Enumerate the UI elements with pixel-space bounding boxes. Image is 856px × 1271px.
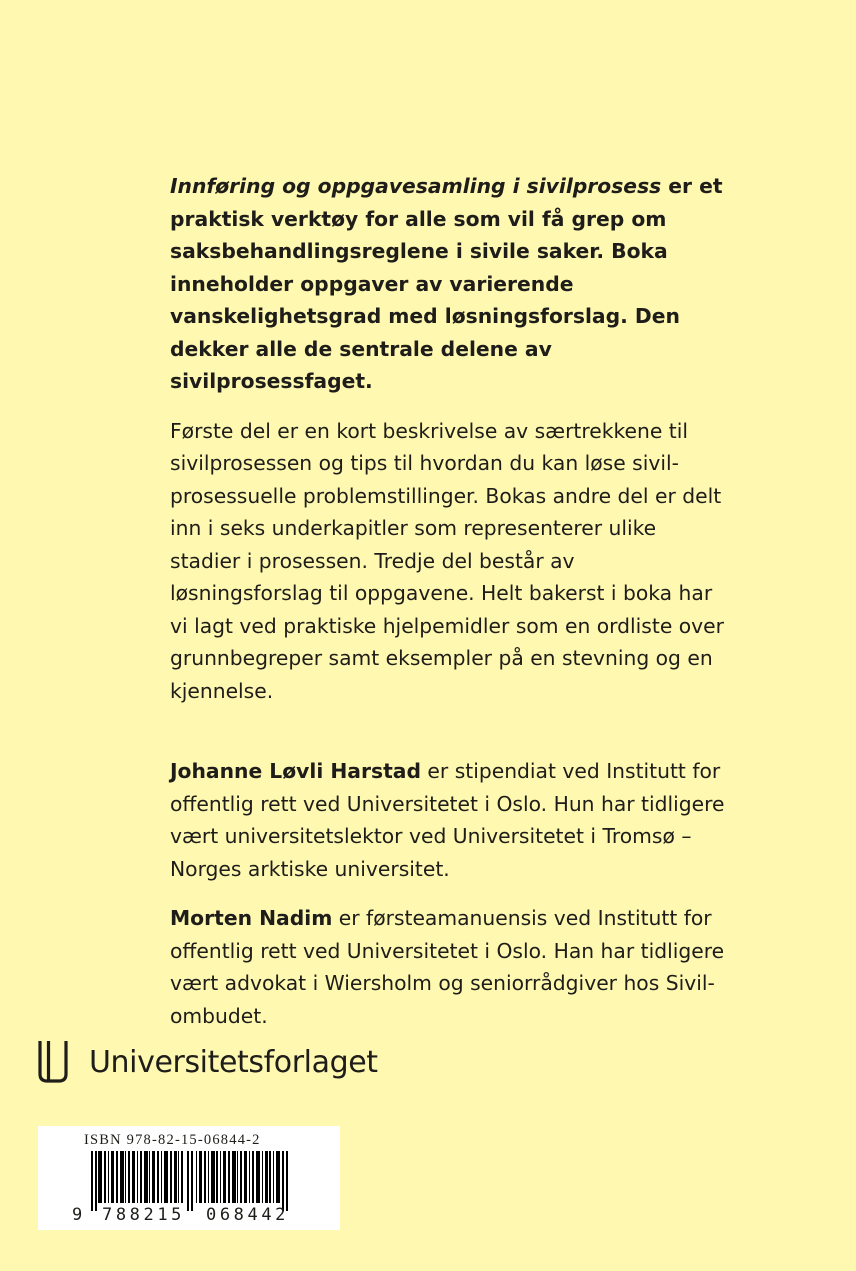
author-name: Morten Nadim — [170, 906, 333, 930]
book-title: Innføring og oppgavesamling i sivilprosess — [170, 174, 662, 198]
description-paragraph: Første del er en kort beskrivelse av særtrekkene til sivilprosessen og tips til hvordan du kan løse sivilprosessuelle problemstillinger. Bokas andre del er delt inn i seks underkapitler som representerer ulike stadier i prosessen. Tredje del består av løsningsforslag til oppgavene. Helt bakerst i boka har vi lagt ved praktiske hjelpemidler som en ordliste over grunnbegreper samt eksempler på en stevning og en kjennelse. — [170, 418, 724, 703]
publisher-name: Universitetsforlaget — [89, 1044, 378, 1080]
intro-text: er et praktisk verktøy for alle som vil få grep om saksbehandlingsreglene i sivile saker. Boka inneholder oppgaver av varierende vanskelighetsgrad med løsningsforslag. Den dekker alle de sentrale delene av sivilprosessfaget. — [170, 174, 723, 393]
barcode-digits-left: 788215 — [102, 1205, 186, 1225]
barcode-bars — [38, 1126, 340, 1230]
barcode-digit-first: 9 — [72, 1205, 83, 1225]
intro-paragraph — [170, 170, 730, 398]
publisher — [38, 1041, 378, 1083]
back-cover-text — [170, 170, 730, 1032]
barcode-digits-right: 068442 — [206, 1205, 290, 1225]
author-bio-text: er førsteamanuensis ved Institutt for offentlig rett ved Universitetet i Oslo. Han har tidligere vært advokat i Wiersholm og seniorrådgiver hos Sivilombudet. — [170, 906, 725, 1028]
author-bio — [170, 755, 730, 885]
author-name: Johanne Løvli Harstad — [170, 759, 421, 783]
barcode — [38, 1126, 340, 1230]
isbn-label: ISBN 978-82-15-06844-2 — [84, 1132, 261, 1148]
author-bio-text: er stipendiat ved Institutt for offentlig rett ved Universitetet i Oslo. Hun har tidligere vært universitetslektor ved Universitetet i Tromsø – Norges arktiske universitet. — [170, 759, 725, 881]
publisher-logo-icon — [38, 1041, 68, 1083]
author-bio — [170, 902, 730, 1032]
